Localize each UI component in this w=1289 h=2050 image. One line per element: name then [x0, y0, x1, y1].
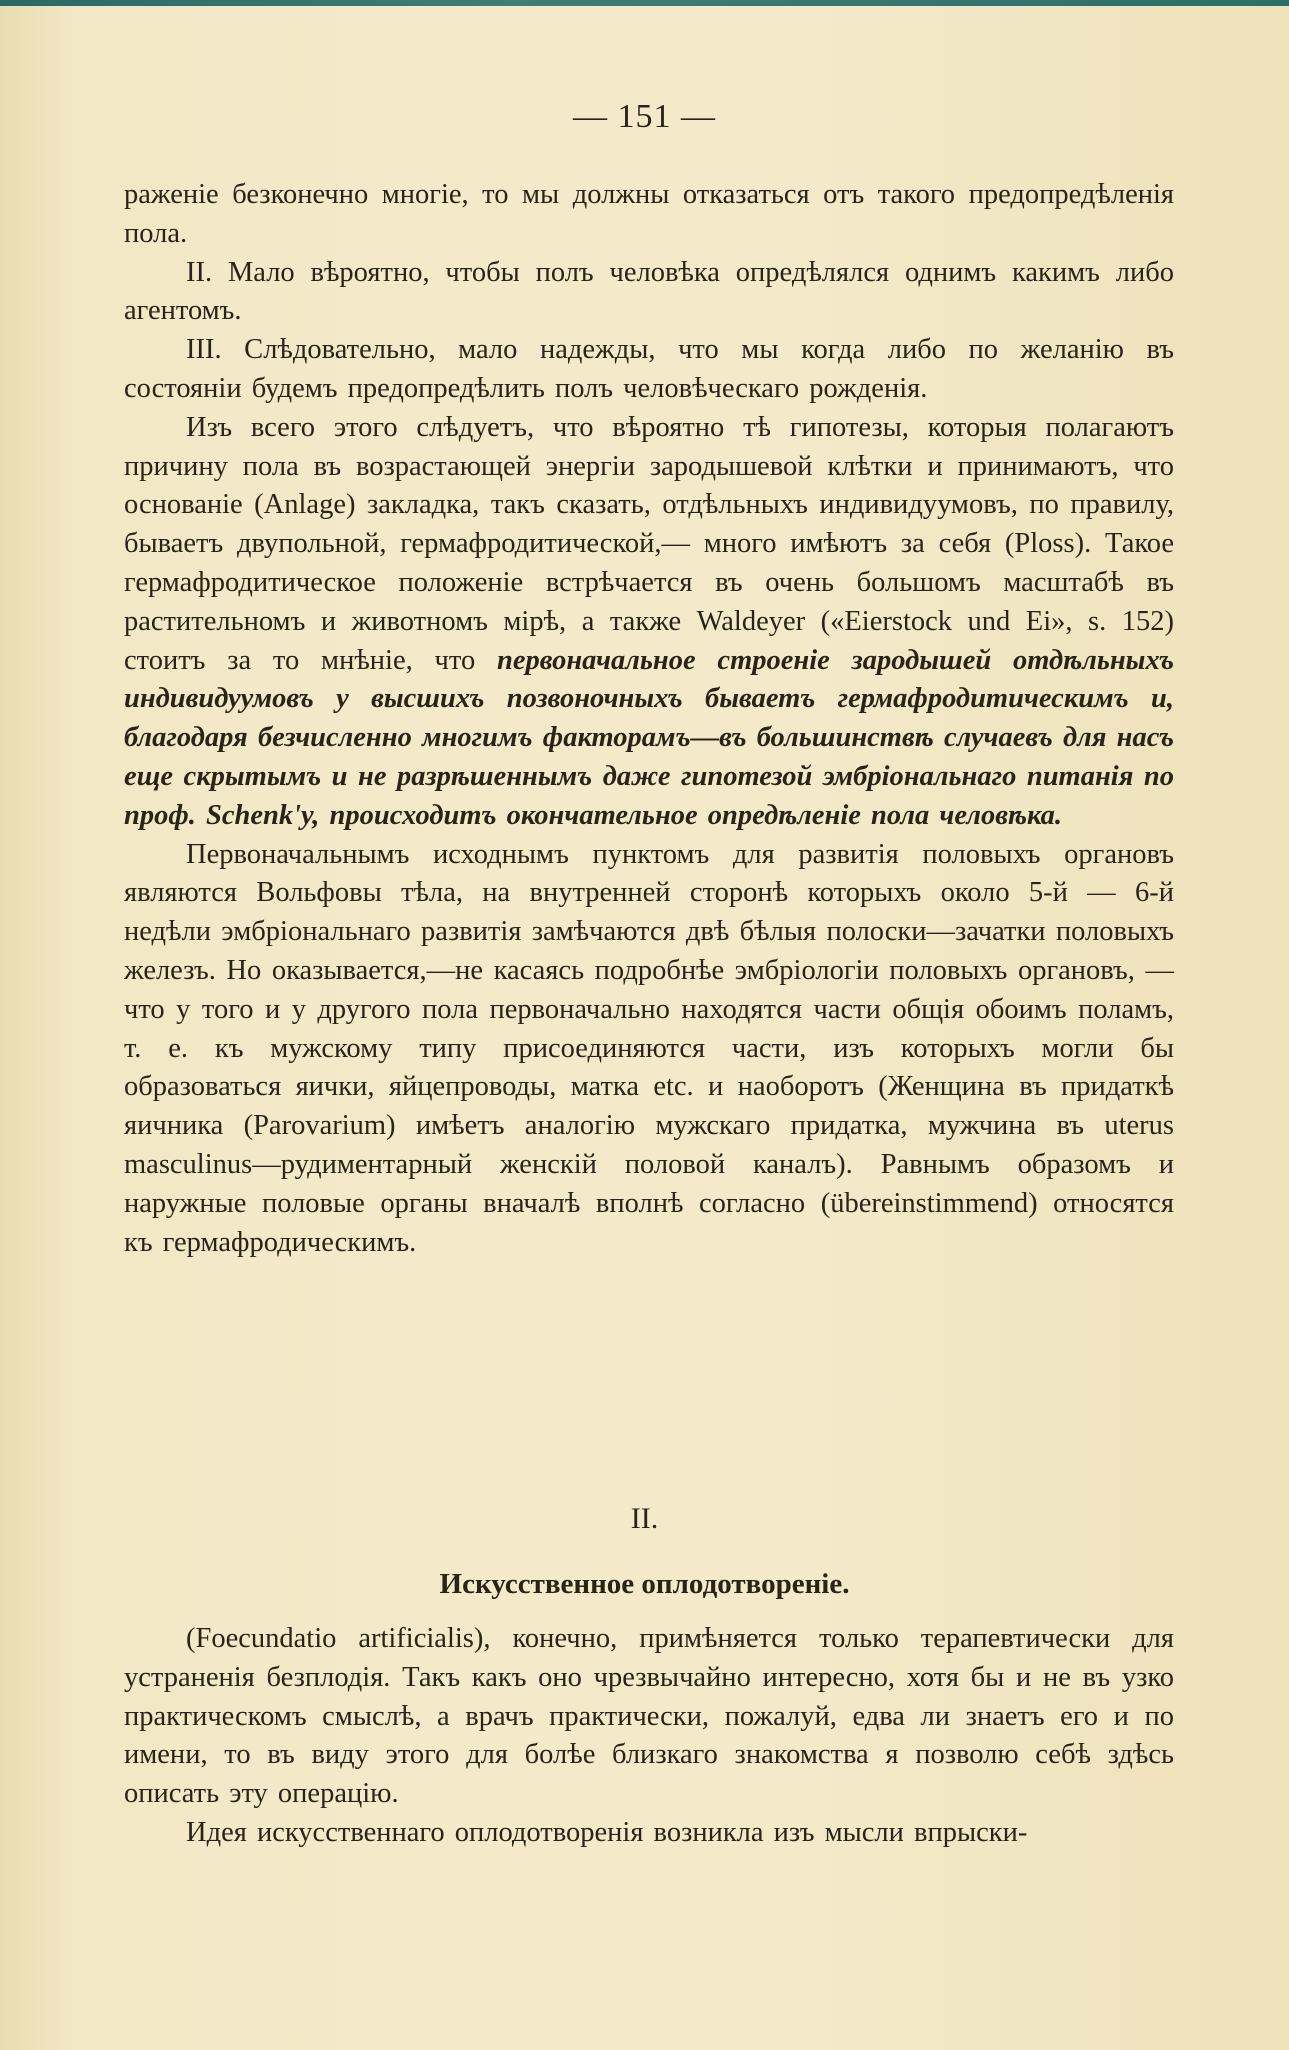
paragraph: раженіе безконечно многіе, то мы должны отказаться отъ такого предопредѣленія пола.: [124, 179, 1174, 249]
section-number: II.: [630, 1502, 659, 1535]
paragraph: Идея искусственнаго оплодотворенія возникла изъ мысли впрыски-: [186, 1816, 1028, 1848]
paragraph: II. Мало вѣроятно, чтобы полъ человѣка опредѣлялся однимъ какимъ либо агентомъ.: [124, 256, 1174, 327]
main-text: [124, 176, 1174, 1262]
page-number: — 151 —: [573, 98, 716, 135]
paragraph: [124, 409, 1174, 836]
paragraph: (Foecundatio artificialis), конечно, примѣняется только терапевтически для устраненія безплодія. Такъ какъ оно чрезвычайно интересно, хотя бы и не въ узко практическомъ смыслѣ, а врачъ практически, пожалуй, едва ли знаетъ его и по имени, то въ виду этого для болѣе близкаго знакомства я позволю себѣ здѣсь описать эту операцію.: [124, 1623, 1174, 1810]
page-edge: [0, 0, 1289, 6]
paragraph: III. Слѣдовательно, мало надежды, что мы когда либо по желанію въ состояніи будемъ предопредѣлить полъ человѣческаго рожденія.: [124, 334, 1174, 404]
section-title: Искусственное оплодотвореніе.: [439, 1568, 850, 1600]
paragraph: Первоначальнымъ исходнымъ пунктомъ для развитія половыхъ органовъ являются Вольфовы тѣла, на внутренней сторонѣ которыхъ около 5-й — 6-й недѣли эмбріональнаго развитія замѣчаются двѣ бѣлыя полоски—зачатки половыхъ железъ. Но оказывается,—не касаясь подробнѣе эмбріологіи половыхъ органовъ, — что у того и у другого пола первоначально находятся части общія обоимъ поламъ, т. е. къ мужскому типу присоединяются части, изъ которыхъ могли бы образоваться яички, яйцепроводы, матка etc. и наоборотъ (Женщина въ придаткѣ яичника (Parovarium) имѣетъ аналогію мужскаго придатка, мужчина въ uterus masculinus—рудиментарный женскій половой каналъ). Равнымъ образомъ и наружные половые органы вначалѣ вполнѣ согласно (übereinstimmend) относятся къ гермафродическимъ.: [124, 838, 1174, 1258]
paragraph-text: Изъ всего этого слѣдуетъ, что вѣроятно тѣ гипотезы, которыя полагаютъ причину пола въ возрастающей энергіи зародышевой клѣтки и принимаютъ, что основаніе (Anlage) закладка, такъ сказать, отдѣльныхъ индивидуумовъ, по правилу, бываетъ двупольной, гермафродитической,— много имѣютъ за себя (Ploss). Такое гермафродитическое положеніе встрѣчается въ очень большомъ масштабѣ въ растительномъ и животномъ мірѣ, а также Waldeyer («Eierstock und Ei», s. 152) стоитъ за то мнѣніе, что: [124, 411, 1174, 676]
italic-passage: первоначальное строеніе зародышей отдѣльныхъ индивидуумовъ у высшихъ позвоночныхъ бываетъ гермафродитическимъ и, благодаря безчисленно многимъ факторамъ—въ большинствѣ случаевъ для насъ еще скрытымъ и не разрѣшеннымъ даже гипотезой эмбріональнаго питанія по проф. Schenk'у, происходитъ окончательное опредѣленіе пола человѣка.: [124, 644, 1175, 831]
section-text: [124, 1620, 1174, 1853]
